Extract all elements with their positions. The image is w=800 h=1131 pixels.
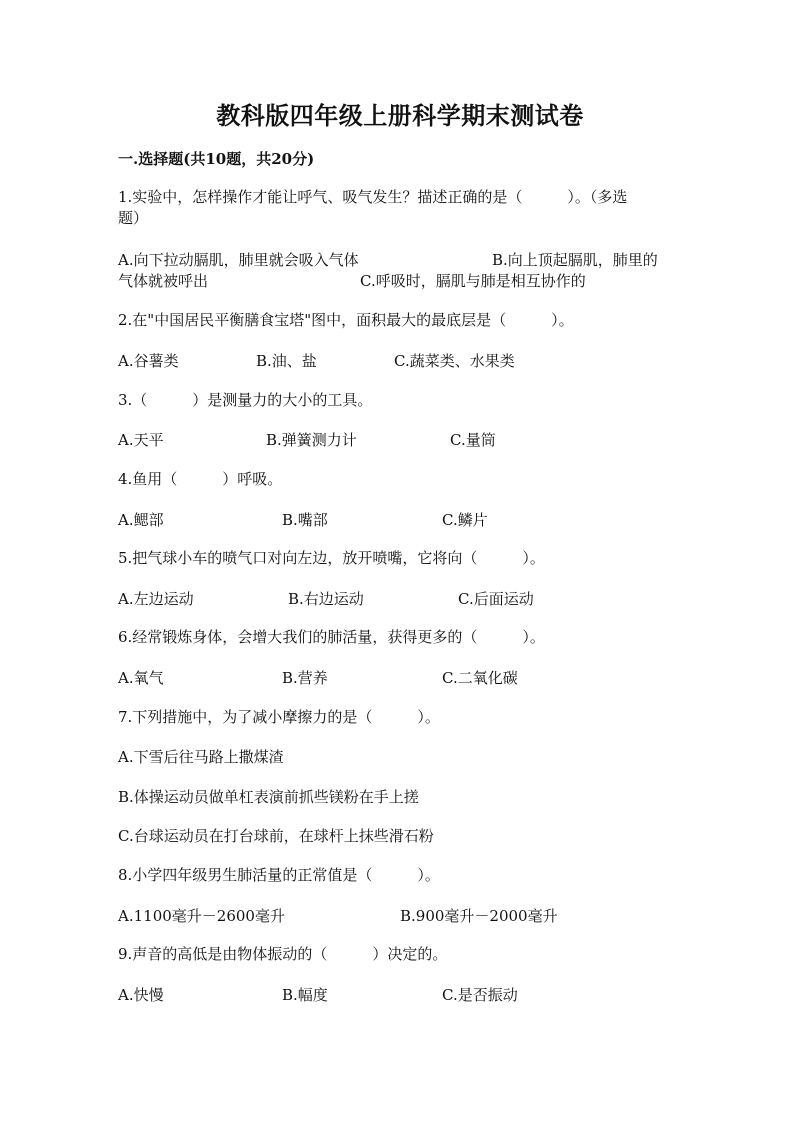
q2-option-a: A.谷薯类	[118, 352, 179, 370]
q3-stem: 3.（ ）是测量力的大小的工具。	[118, 391, 373, 409]
q2-option-c: C.蔬菜类、水果类	[394, 352, 515, 370]
q4-option-c: C.鳞片	[442, 511, 488, 529]
section-heading: 一.选择题(共10题，共20分)	[118, 150, 315, 168]
q8-option-a: A.1100毫升－2600毫升	[118, 907, 285, 925]
q7-stem: 7.下列措施中，为了减小摩擦力的是（ ）。	[118, 708, 440, 726]
q6-stem: 6.经常锻炼身体，会增大我们的肺活量，获得更多的（ ）。	[118, 628, 545, 646]
q4-stem: 4.鱼用（ ）呼吸。	[118, 470, 283, 488]
q9-option-a: A.快慢	[118, 986, 164, 1004]
q2-option-b: B.油、盐	[256, 352, 317, 370]
q5-option-a: A.左边运动	[118, 590, 194, 608]
q3-option-b: B.弹簧测力计	[266, 431, 357, 449]
q5-option-b: B.右边运动	[288, 590, 364, 608]
page-title: 教科版四年级上册科学期末测试卷	[216, 101, 584, 130]
q9-option-b: B.幅度	[282, 986, 328, 1004]
q7-option-c: C.台球运动员在打台球前，在球杆上抹些滑石粉	[118, 827, 434, 845]
q9-stem: 9.声音的高低是由物体振动的（ ）决定的。	[118, 945, 448, 963]
q9-option-c: C.是否振动	[442, 986, 518, 1004]
q5-option-c: C.后面运动	[458, 590, 534, 608]
q4-option-a: A.鳃部	[118, 511, 164, 529]
q1-option-c: C.呼吸时，膈肌与肺是相互协作的	[360, 272, 586, 290]
q1-option-a: A.向下拉动膈肌，肺里就会吸入气体	[118, 251, 359, 269]
q1-option-b-line1: B.向上顶起膈肌，肺里的	[492, 251, 658, 269]
q1-option-b-line2: 气体就被呼出	[118, 272, 209, 290]
q4-option-b: B.嘴部	[282, 511, 328, 529]
q3-option-a: A.天平	[118, 431, 164, 449]
q7-option-a: A.下雪后往马路上撒煤渣	[118, 748, 284, 766]
q6-option-b: B.营养	[282, 669, 328, 687]
q1-stem-line2: 题）	[118, 209, 149, 227]
q5-stem: 5.把气球小车的喷气口对向左边，放开喷嘴，它将向（ ）。	[118, 549, 545, 567]
q2-stem: 2.在"中国居民平衡膳食宝塔"图中，面积最大的最底层是（ ）。	[118, 311, 574, 329]
q6-option-a: A.氧气	[118, 669, 164, 687]
q8-stem: 8.小学四年级男生肺活量的正常值是（ ）。	[118, 866, 440, 884]
q8-option-b: B.900毫升－2000毫升	[400, 907, 558, 925]
q6-option-c: C.二氧化碳	[442, 669, 518, 687]
q7-option-b: B.体操运动员做单杠表演前抓些镁粉在手上搓	[118, 788, 419, 806]
q1-stem-line1: 1.实验中，怎样操作才能让呼气、吸气发生？描述正确的是（ ）。（多选	[118, 188, 628, 206]
q3-option-c: C.量筒	[450, 431, 496, 449]
